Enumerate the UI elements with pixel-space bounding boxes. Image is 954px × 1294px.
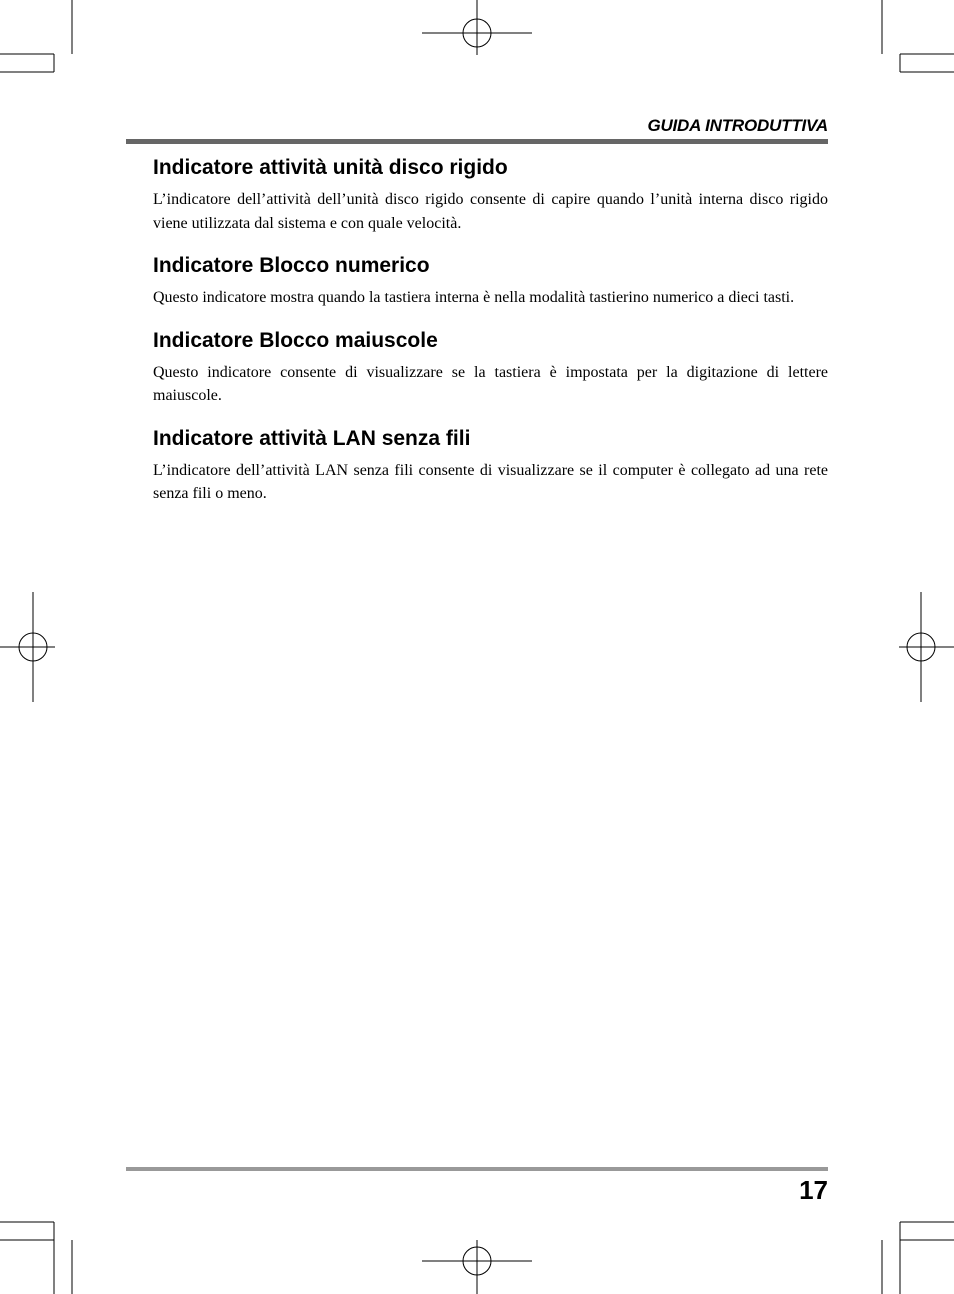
section-heading: Indicatore attività LAN senza fili	[153, 426, 471, 450]
section-body: Questo indicatore consente di visualizzare se la tastiera è impostata per la digitazione di lettere maiuscole.	[153, 363, 828, 404]
section-capslock-indicator	[153, 327, 828, 408]
section-numlock-indicator	[153, 252, 828, 310]
header-rule	[126, 139, 828, 144]
running-header: GUIDA INTRODUTTIVA	[647, 116, 828, 135]
footer-rule	[126, 1167, 828, 1171]
section-wlan-indicator	[153, 425, 828, 506]
section-heading: Indicatore attività unità disco rigido	[153, 156, 508, 179]
page-number: 17	[799, 1175, 828, 1205]
section-hdd-indicator	[153, 154, 828, 235]
section-body: L’indicatore dell’attività LAN senza fili consente di visualizzare se il computer è collegato ad una rete senza fili o meno.	[153, 461, 828, 502]
section-body: Questo indicatore mostra quando la tastiera interna è nella modalità tastierino numerico a dieci tasti.	[153, 289, 795, 306]
section-body: L’indicatore dell’attività dell’unità disco rigido consente di capire quando l’unità interna disco rigido viene utilizzata dal sistema e con quale velocità.	[153, 191, 828, 232]
section-heading: Indicatore Blocco maiuscole	[153, 328, 438, 352]
page-content	[153, 154, 828, 523]
section-heading: Indicatore Blocco numerico	[153, 254, 430, 277]
